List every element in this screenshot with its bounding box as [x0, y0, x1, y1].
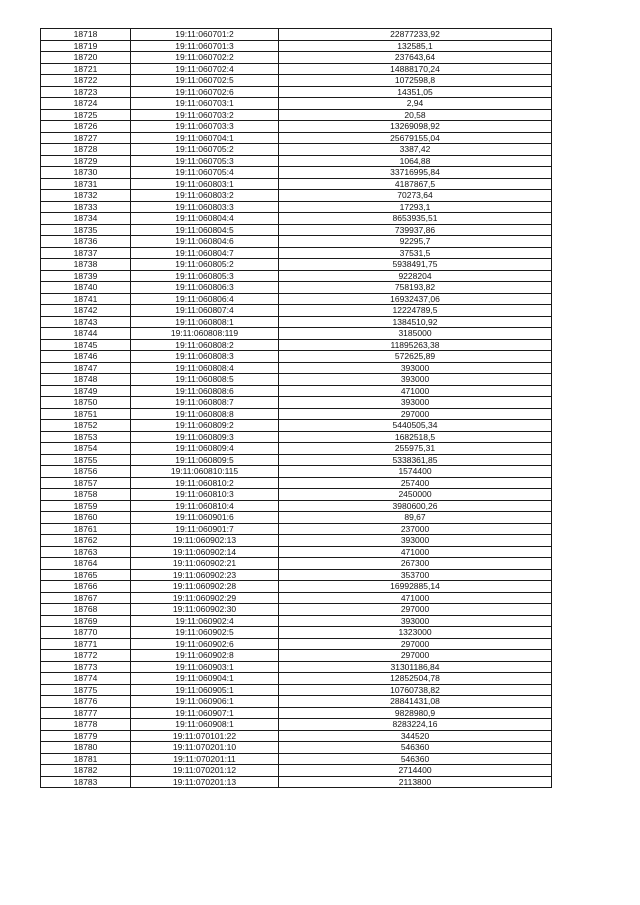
- table-row: [41, 40, 552, 52]
- value-cell: 393000: [279, 374, 552, 386]
- row-number-cell: 18756: [41, 466, 131, 478]
- row-number-cell: 18762: [41, 535, 131, 547]
- table-row: [41, 454, 552, 466]
- table-row: [41, 592, 552, 604]
- cadastral-number-cell: 19:11:060808:6: [131, 385, 279, 397]
- table-row: [41, 627, 552, 639]
- value-cell: 70273,64: [279, 190, 552, 202]
- table-row: [41, 305, 552, 317]
- table-row: [41, 420, 552, 432]
- value-cell: 132585,1: [279, 40, 552, 52]
- value-cell: 1682518,5: [279, 431, 552, 443]
- row-number-cell: 18751: [41, 408, 131, 420]
- row-number-cell: 18754: [41, 443, 131, 455]
- value-cell: 5440505,34: [279, 420, 552, 432]
- value-cell: 546360: [279, 753, 552, 765]
- row-number-cell: 18728: [41, 144, 131, 156]
- table-row: [41, 500, 552, 512]
- table-row: [41, 190, 552, 202]
- table-row: [41, 730, 552, 742]
- row-number-cell: 18724: [41, 98, 131, 110]
- value-cell: 8283224,16: [279, 719, 552, 731]
- table-row: [41, 638, 552, 650]
- cadastral-number-cell: 19:11:060908:1: [131, 719, 279, 731]
- row-number-cell: 18740: [41, 282, 131, 294]
- row-number-cell: 18736: [41, 236, 131, 248]
- cadastral-number-cell: 19:11:060901:6: [131, 512, 279, 524]
- cadastral-number-cell: 19:11:060902:29: [131, 592, 279, 604]
- value-cell: 9828980,9: [279, 707, 552, 719]
- row-number-cell: 18767: [41, 592, 131, 604]
- value-cell: 89,67: [279, 512, 552, 524]
- row-number-cell: 18734: [41, 213, 131, 225]
- row-number-cell: 18737: [41, 247, 131, 259]
- table-row: [41, 259, 552, 271]
- row-number-cell: 18727: [41, 132, 131, 144]
- value-cell: 255975,31: [279, 443, 552, 455]
- value-cell: 2,94: [279, 98, 552, 110]
- row-number-cell: 18755: [41, 454, 131, 466]
- row-number-cell: 18772: [41, 650, 131, 662]
- table-row: [41, 224, 552, 236]
- cadastral-number-cell: 19:11:060810:115: [131, 466, 279, 478]
- row-number-cell: 18781: [41, 753, 131, 765]
- row-number-cell: 18731: [41, 178, 131, 190]
- table-row: [41, 52, 552, 64]
- cadastral-number-cell: 19:11:060702:6: [131, 86, 279, 98]
- value-cell: 31301186,84: [279, 661, 552, 673]
- row-number-cell: 18769: [41, 615, 131, 627]
- table-row: [41, 489, 552, 501]
- value-cell: 12852504,78: [279, 673, 552, 685]
- cadastral-number-cell: 19:11:060904:1: [131, 673, 279, 685]
- row-number-cell: 18777: [41, 707, 131, 719]
- cadastral-number-cell: 19:11:060704:1: [131, 132, 279, 144]
- value-cell: 10760738,82: [279, 684, 552, 696]
- value-cell: 9228204: [279, 270, 552, 282]
- table-row: [41, 466, 552, 478]
- row-number-cell: 18782: [41, 765, 131, 777]
- table-row: [41, 75, 552, 87]
- table-row: [41, 569, 552, 581]
- cadastral-number-cell: 19:11:060903:1: [131, 661, 279, 673]
- row-number-cell: 18763: [41, 546, 131, 558]
- value-cell: 1323000: [279, 627, 552, 639]
- value-cell: 739937,86: [279, 224, 552, 236]
- cadastral-number-cell: 19:11:060703:1: [131, 98, 279, 110]
- row-number-cell: 18757: [41, 477, 131, 489]
- cadastral-number-cell: 19:11:060808:119: [131, 328, 279, 340]
- row-number-cell: 18721: [41, 63, 131, 75]
- cadastral-number-cell: 19:11:060804:6: [131, 236, 279, 248]
- value-cell: 20,58: [279, 109, 552, 121]
- cadastral-number-cell: 19:11:070101:22: [131, 730, 279, 742]
- table-row: [41, 362, 552, 374]
- value-cell: 5938491,75: [279, 259, 552, 271]
- row-number-cell: 18783: [41, 776, 131, 788]
- cadastral-number-cell: 19:11:070201:13: [131, 776, 279, 788]
- row-number-cell: 18766: [41, 581, 131, 593]
- cadastral-number-cell: 19:11:060808:1: [131, 316, 279, 328]
- cadastral-number-cell: 19:11:060902:23: [131, 569, 279, 581]
- value-cell: 8653935,51: [279, 213, 552, 225]
- row-number-cell: 18743: [41, 316, 131, 328]
- cadastral-number-cell: 19:11:060906:1: [131, 696, 279, 708]
- value-cell: 92295,7: [279, 236, 552, 248]
- value-cell: 572625,89: [279, 351, 552, 363]
- cadastral-number-cell: 19:11:060803:1: [131, 178, 279, 190]
- row-number-cell: 18768: [41, 604, 131, 616]
- value-cell: 257400: [279, 477, 552, 489]
- cadastral-number-cell: 19:11:060705:2: [131, 144, 279, 156]
- value-cell: 237000: [279, 523, 552, 535]
- table-row: [41, 339, 552, 351]
- value-cell: 14351,05: [279, 86, 552, 98]
- cadastral-number-cell: 19:11:060806:4: [131, 293, 279, 305]
- cadastral-number-cell: 19:11:060902:4: [131, 615, 279, 627]
- value-cell: 3980600,26: [279, 500, 552, 512]
- cadastral-number-cell: 19:11:060701:2: [131, 29, 279, 41]
- table-row: [41, 236, 552, 248]
- cadastral-number-cell: 19:11:060803:2: [131, 190, 279, 202]
- row-number-cell: 18726: [41, 121, 131, 133]
- row-number-cell: 18765: [41, 569, 131, 581]
- row-number-cell: 18722: [41, 75, 131, 87]
- row-number-cell: 18753: [41, 431, 131, 443]
- cadastral-number-cell: 19:11:060805:2: [131, 259, 279, 271]
- table-row: [41, 328, 552, 340]
- cadastral-number-cell: 19:11:060804:7: [131, 247, 279, 259]
- value-cell: 471000: [279, 546, 552, 558]
- table-row: [41, 604, 552, 616]
- row-number-cell: 18718: [41, 29, 131, 41]
- table-row: [41, 132, 552, 144]
- cadastral-number-cell: 19:11:060702:5: [131, 75, 279, 87]
- cadastral-number-cell: 19:11:060804:5: [131, 224, 279, 236]
- value-cell: 33716995,84: [279, 167, 552, 179]
- value-cell: 1064,88: [279, 155, 552, 167]
- table-row: [41, 397, 552, 409]
- table-row: [41, 650, 552, 662]
- table-row: [41, 431, 552, 443]
- table-row: [41, 673, 552, 685]
- table-row: [41, 213, 552, 225]
- cadastral-number-cell: 19:11:060902:5: [131, 627, 279, 639]
- cadastral-number-cell: 19:11:060803:3: [131, 201, 279, 213]
- table-row: [41, 316, 552, 328]
- table-row: [41, 742, 552, 754]
- table-row: [41, 581, 552, 593]
- table-row: [41, 167, 552, 179]
- row-number-cell: 18771: [41, 638, 131, 650]
- table-row: [41, 178, 552, 190]
- table-row: [41, 696, 552, 708]
- table-row: [41, 121, 552, 133]
- cadastral-number-cell: 19:11:060902:13: [131, 535, 279, 547]
- value-cell: 344520: [279, 730, 552, 742]
- table-row: [41, 155, 552, 167]
- cadastral-number-cell: 19:11:060806:3: [131, 282, 279, 294]
- table-row: [41, 86, 552, 98]
- value-cell: 22877233,92: [279, 29, 552, 41]
- table-row: [41, 385, 552, 397]
- cadastral-number-cell: 19:11:060808:4: [131, 362, 279, 374]
- value-cell: 14888170,24: [279, 63, 552, 75]
- table-row: [41, 443, 552, 455]
- value-cell: 2714400: [279, 765, 552, 777]
- value-cell: 1574400: [279, 466, 552, 478]
- value-cell: 11895263,38: [279, 339, 552, 351]
- row-number-cell: 18723: [41, 86, 131, 98]
- table-row: [41, 29, 552, 41]
- value-cell: 393000: [279, 397, 552, 409]
- row-number-cell: 18742: [41, 305, 131, 317]
- value-cell: 297000: [279, 650, 552, 662]
- cadastral-number-cell: 19:11:060808:5: [131, 374, 279, 386]
- row-number-cell: 18780: [41, 742, 131, 754]
- row-number-cell: 18776: [41, 696, 131, 708]
- row-number-cell: 18746: [41, 351, 131, 363]
- table-row: [41, 776, 552, 788]
- table-row: [41, 765, 552, 777]
- row-number-cell: 18748: [41, 374, 131, 386]
- value-cell: 2113800: [279, 776, 552, 788]
- table-row: [41, 615, 552, 627]
- row-number-cell: 18738: [41, 259, 131, 271]
- row-number-cell: 18764: [41, 558, 131, 570]
- table-row: [41, 512, 552, 524]
- value-cell: 393000: [279, 535, 552, 547]
- value-cell: 297000: [279, 638, 552, 650]
- value-cell: 4187867,5: [279, 178, 552, 190]
- cadastral-number-cell: 19:11:060807:4: [131, 305, 279, 317]
- row-number-cell: 18750: [41, 397, 131, 409]
- value-cell: 12224789,5: [279, 305, 552, 317]
- row-number-cell: 18761: [41, 523, 131, 535]
- cadastral-number-cell: 19:11:070201:12: [131, 765, 279, 777]
- cadastral-number-cell: 19:11:060810:4: [131, 500, 279, 512]
- cadastral-number-cell: 19:11:060810:2: [131, 477, 279, 489]
- value-cell: 17293,1: [279, 201, 552, 213]
- row-number-cell: 18733: [41, 201, 131, 213]
- value-cell: 28841431,08: [279, 696, 552, 708]
- value-cell: 297000: [279, 604, 552, 616]
- cadastral-number-cell: 19:11:060809:5: [131, 454, 279, 466]
- value-cell: 16932437,06: [279, 293, 552, 305]
- cadastral-number-cell: 19:11:060804:4: [131, 213, 279, 225]
- table-row: [41, 201, 552, 213]
- value-cell: 546360: [279, 742, 552, 754]
- value-cell: 25679155,04: [279, 132, 552, 144]
- cadastral-number-cell: 19:11:060905:1: [131, 684, 279, 696]
- value-cell: 16992885,14: [279, 581, 552, 593]
- value-cell: 297000: [279, 408, 552, 420]
- row-number-cell: 18732: [41, 190, 131, 202]
- value-cell: 471000: [279, 385, 552, 397]
- value-cell: 267300: [279, 558, 552, 570]
- cadastral-number-cell: 19:11:060702:2: [131, 52, 279, 64]
- cadastral-number-cell: 19:11:060907:1: [131, 707, 279, 719]
- value-cell: 237643,64: [279, 52, 552, 64]
- table-row: [41, 63, 552, 75]
- cadastral-number-cell: 19:11:060808:2: [131, 339, 279, 351]
- value-cell: 393000: [279, 615, 552, 627]
- cadastral-value-table: [40, 28, 552, 788]
- cadastral-number-cell: 19:11:060810:3: [131, 489, 279, 501]
- row-number-cell: 18774: [41, 673, 131, 685]
- value-cell: 3185000: [279, 328, 552, 340]
- table-row: [41, 684, 552, 696]
- row-number-cell: 18720: [41, 52, 131, 64]
- row-number-cell: 18741: [41, 293, 131, 305]
- cadastral-number-cell: 19:11:060902:14: [131, 546, 279, 558]
- value-cell: 353700: [279, 569, 552, 581]
- value-cell: 37531,5: [279, 247, 552, 259]
- row-number-cell: 18725: [41, 109, 131, 121]
- value-cell: 1072598,8: [279, 75, 552, 87]
- cadastral-number-cell: 19:11:060902:8: [131, 650, 279, 662]
- cadastral-number-cell: 19:11:060809:3: [131, 431, 279, 443]
- row-number-cell: 18759: [41, 500, 131, 512]
- cadastral-number-cell: 19:11:060902:28: [131, 581, 279, 593]
- row-number-cell: 18744: [41, 328, 131, 340]
- table-body: [41, 29, 552, 788]
- cadastral-number-cell: 19:11:060808:8: [131, 408, 279, 420]
- row-number-cell: 18760: [41, 512, 131, 524]
- row-number-cell: 18735: [41, 224, 131, 236]
- cadastral-number-cell: 19:11:060805:3: [131, 270, 279, 282]
- table-row: [41, 109, 552, 121]
- table-row: [41, 374, 552, 386]
- table-row: [41, 293, 552, 305]
- row-number-cell: 18770: [41, 627, 131, 639]
- row-number-cell: 18775: [41, 684, 131, 696]
- value-cell: 2450000: [279, 489, 552, 501]
- table-row: [41, 408, 552, 420]
- cadastral-number-cell: 19:11:060808:7: [131, 397, 279, 409]
- cadastral-number-cell: 19:11:060808:3: [131, 351, 279, 363]
- cadastral-number-cell: 19:11:060809:4: [131, 443, 279, 455]
- table-row: [41, 282, 552, 294]
- table-row: [41, 535, 552, 547]
- cadastral-number-cell: 19:11:060703:2: [131, 109, 279, 121]
- row-number-cell: 18758: [41, 489, 131, 501]
- table-row: [41, 270, 552, 282]
- table-row: [41, 98, 552, 110]
- value-cell: 3387,42: [279, 144, 552, 156]
- cadastral-number-cell: 19:11:060902:30: [131, 604, 279, 616]
- row-number-cell: 18719: [41, 40, 131, 52]
- value-cell: 471000: [279, 592, 552, 604]
- row-number-cell: 18773: [41, 661, 131, 673]
- table-row: [41, 144, 552, 156]
- row-number-cell: 18752: [41, 420, 131, 432]
- cadastral-number-cell: 19:11:060902:21: [131, 558, 279, 570]
- table-row: [41, 546, 552, 558]
- cadastral-number-cell: 19:11:060703:3: [131, 121, 279, 133]
- value-cell: 1384510,92: [279, 316, 552, 328]
- table-row: [41, 719, 552, 731]
- table-row: [41, 523, 552, 535]
- row-number-cell: 18747: [41, 362, 131, 374]
- table-row: [41, 661, 552, 673]
- value-cell: 13269098,92: [279, 121, 552, 133]
- row-number-cell: 18749: [41, 385, 131, 397]
- cadastral-number-cell: 19:11:060902:6: [131, 638, 279, 650]
- value-cell: 758193,82: [279, 282, 552, 294]
- table-row: [41, 707, 552, 719]
- value-cell: 5338361,85: [279, 454, 552, 466]
- row-number-cell: 18778: [41, 719, 131, 731]
- cadastral-number-cell: 19:11:070201:11: [131, 753, 279, 765]
- table-row: [41, 558, 552, 570]
- cadastral-number-cell: 19:11:060705:4: [131, 167, 279, 179]
- row-number-cell: 18729: [41, 155, 131, 167]
- table-row: [41, 247, 552, 259]
- table-row: [41, 477, 552, 489]
- table-row: [41, 753, 552, 765]
- cadastral-number-cell: 19:11:060701:3: [131, 40, 279, 52]
- table-row: [41, 351, 552, 363]
- value-cell: 393000: [279, 362, 552, 374]
- row-number-cell: 18739: [41, 270, 131, 282]
- cadastral-number-cell: 19:11:060705:3: [131, 155, 279, 167]
- row-number-cell: 18730: [41, 167, 131, 179]
- cadastral-number-cell: 19:11:060901:7: [131, 523, 279, 535]
- row-number-cell: 18779: [41, 730, 131, 742]
- cadastral-number-cell: 19:11:060809:2: [131, 420, 279, 432]
- cadastral-number-cell: 19:11:070201:10: [131, 742, 279, 754]
- cadastral-number-cell: 19:11:060702:4: [131, 63, 279, 75]
- row-number-cell: 18745: [41, 339, 131, 351]
